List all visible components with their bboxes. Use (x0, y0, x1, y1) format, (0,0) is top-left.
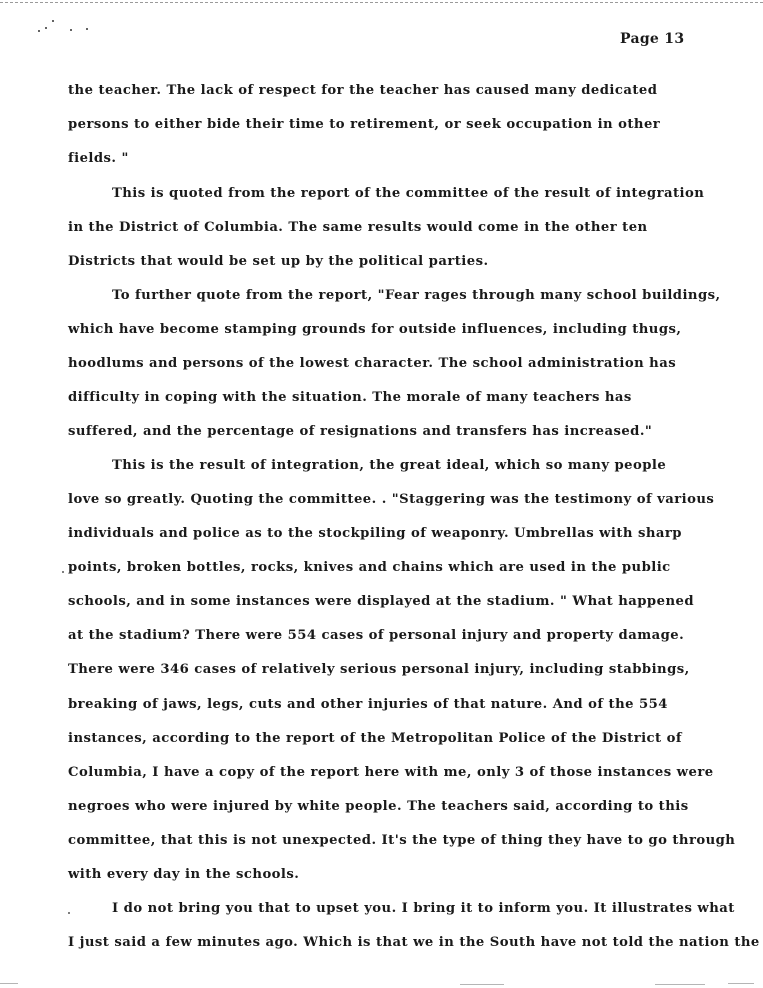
speck (38, 30, 40, 32)
text-line: in the District of Columbia. The same results would come in the other ten (68, 220, 648, 235)
text-line: the teacher. The lack of respect for the teacher has caused many dedicated (68, 83, 658, 98)
text-line: schools, and in some instances were displayed at the stadium. " What happened (68, 594, 694, 609)
paragraph-start-line: This is the result of integration, the great ideal, which so many people (112, 458, 667, 473)
speck (52, 20, 54, 22)
page-top-edge (0, 2, 763, 3)
speck (70, 29, 72, 31)
text-line: Districts that would be set up by the political parties. (68, 254, 489, 269)
scan-speck (68, 912, 70, 914)
edge-mark (460, 984, 504, 985)
page-bottom-edge (0, 982, 763, 988)
paragraph-start-line: To further quote from the report, "Fear rages through many school buildings, (112, 288, 721, 303)
paragraph-start-line: This is quoted from the report of the committee of the result of integration (112, 186, 705, 201)
text-line: persons to either bide their time to retirement, or seek occupation in other (68, 117, 661, 132)
text-line: suffered, and the percentage of resignations and transfers has increased." (68, 424, 653, 439)
text-line: instances, according to the report of the Metropolitan Police of the District of (68, 731, 682, 746)
text-line: Columbia, I have a copy of the report here with me, only 3 of those instances were (68, 765, 714, 780)
text-line: individuals and police as to the stockpiling of weaponry. Umbrellas with sharp (68, 526, 682, 541)
text-line: at the stadium? There were 554 cases of personal injury and property damage. (68, 628, 685, 643)
text-line: hoodlums and persons of the lowest character. The school administration has (68, 356, 677, 371)
text-line: fields. " (68, 151, 129, 166)
edge-mark (0, 983, 18, 984)
edge-mark (728, 983, 754, 984)
scan-speck (62, 571, 64, 573)
paragraph-start-line: I do not bring you that to upset you. I bring it to inform you. It illustrates what (112, 901, 735, 916)
text-line: difficulty in coping with the situation. The morale of many teachers has (68, 390, 632, 405)
text-line: There were 346 cases of relatively serious personal injury, including stabbings, (68, 662, 690, 677)
page-number: Page 13 (620, 31, 685, 47)
speck (45, 27, 47, 29)
text-line: which have become stamping grounds for outside influences, including thugs, (68, 322, 682, 337)
text-line: I just said a few minutes ago. Which is that we in the South have not told the nation the (68, 935, 760, 950)
speck (86, 28, 88, 30)
text-line: breaking of jaws, legs, cuts and other injuries of that nature. And of the 554 (68, 697, 668, 712)
scan-specks (38, 18, 98, 38)
text-line: points, broken bottles, rocks, knives and chains which are used in the public (68, 560, 671, 575)
edge-mark (655, 984, 705, 985)
text-line: committee, that this is not unexpected. It's the type of thing they have to go through (68, 833, 736, 848)
text-line: with every day in the schools. (68, 867, 300, 882)
text-line: love so greatly. Quoting the committee. . "Staggering was the testimony of various (68, 492, 715, 507)
text-line: negroes who were injured by white people. The teachers said, according to this (68, 799, 689, 814)
